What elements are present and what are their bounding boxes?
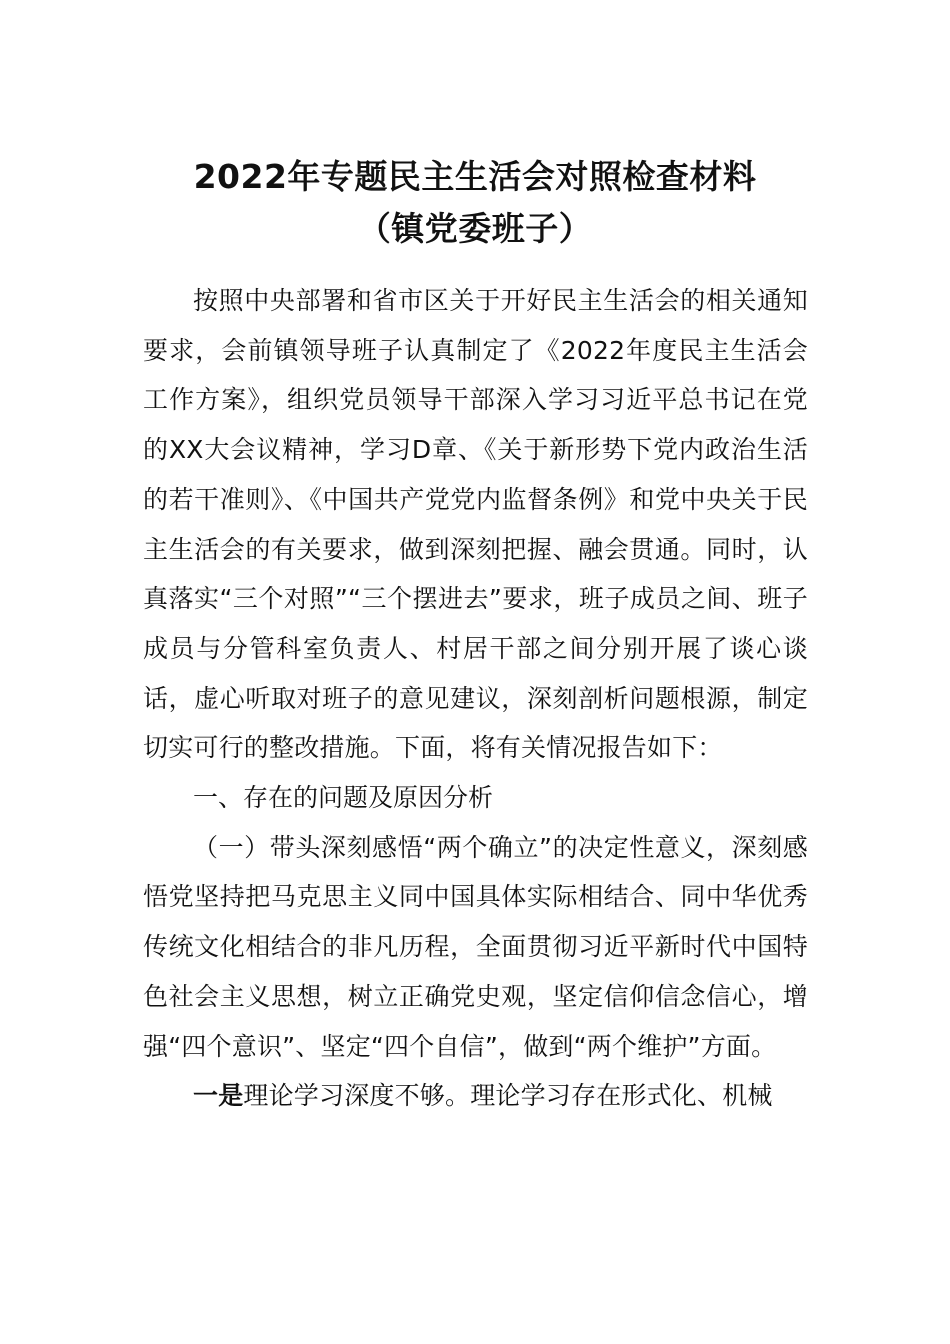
subsection-paragraph: （一）带头深刻感悟“两个确立”的决定性意义，深刻感悟党坚持把马克思主义同中国具体实际相结合、同中华优秀传统文化相结合的非凡历程，全面贯彻习近平新时代中国特色社会主义思想，树立正确党史观，坚定信仰信念信心，增强“四个意识”、坚定“四个自信”，做到“两个维护”方面。 — [143, 832, 808, 1061]
point-lead: 一是 — [193, 1081, 244, 1111]
document-subtitle: （镇党委班子） — [357, 209, 593, 248]
intro-paragraph: 按照中央部署和省市区关于开好民主生活会的相关通知要求，会前镇领导班子认真制定了《2022年度民主生活会工作方案》，组织党员领导干部深入学习习近平总书记在党的XX大会议精神，学习D章、《关于新形势下党内政治生活的若干准则》、《中国共产党党内监督条例》和党中央关于民主生活会的有关要求，做到深刻把握、融会贯通。同时，认真落实“三个对照”“三个摆进去”要求，班子成员之间、班子成员与分管科室负责人、村居干部之间分别开展了谈心谈话，虚心听取对班子的意见建议，深刻剖析问题根源，制定切实可行的整改措施。下面，将有关情况报告如下： — [143, 286, 808, 763]
point-paragraph — [143, 1071, 808, 1121]
document-title: 2022年专题民主生活会对照检查材料 — [193, 157, 757, 196]
section-heading: 一、存在的问题及原因分析 — [193, 783, 494, 813]
point-text: 理论学习深度不够。理论学习存在形式化、机械 — [243, 1081, 773, 1111]
document-body — [143, 276, 808, 1121]
